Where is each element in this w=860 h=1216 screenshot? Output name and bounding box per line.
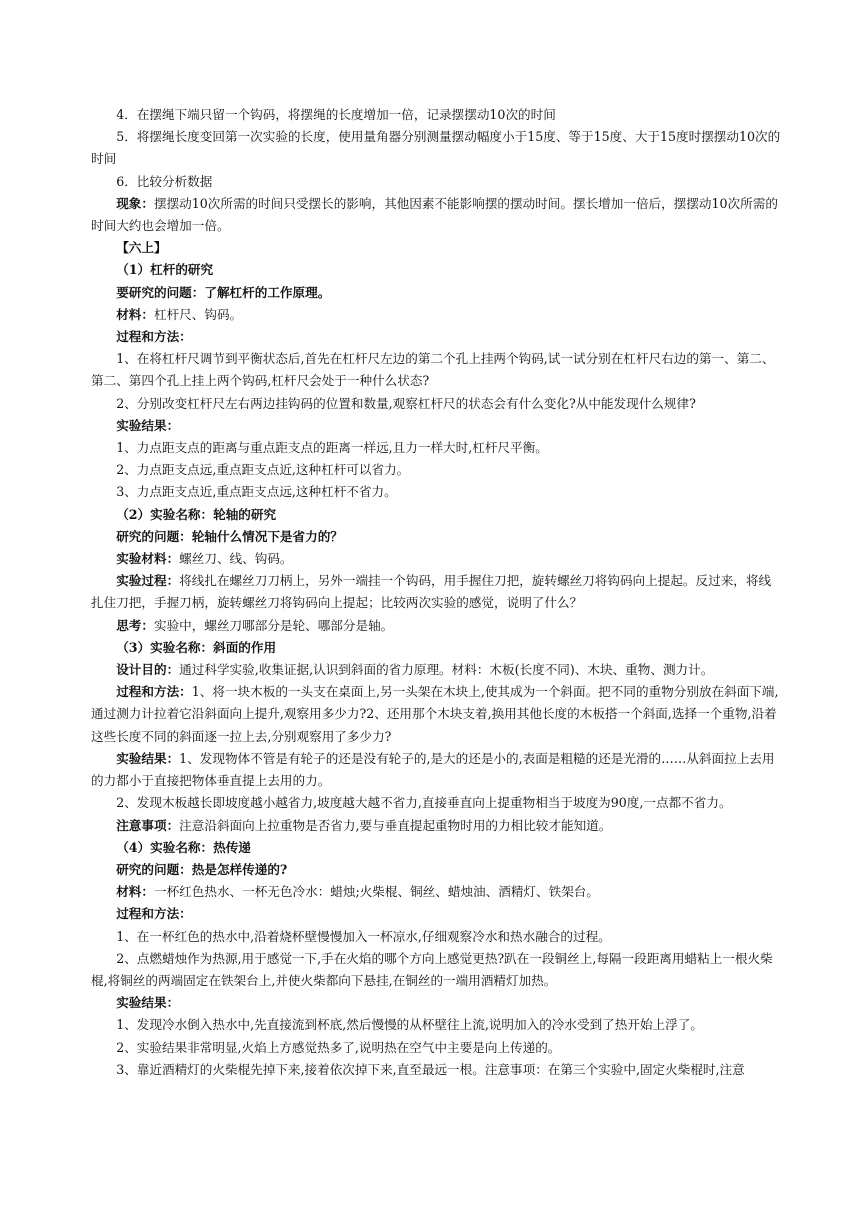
paragraph — [91, 259, 782, 281]
paragraph-text: 3、靠近酒精灯的火柴棍先掉下来,接着依次掉下来,直至最远一根。注意事项：在第三个实验中,固定火柴棍时,注意 — [116, 1061, 745, 1077]
paragraph — [91, 570, 782, 614]
paragraph — [91, 615, 782, 637]
paragraph-text: 1、在一杯红色的热水中,沿着烧杯壁慢慢加入一杯凉水,仔细观察冷水和热水融合的过程。 — [116, 928, 611, 944]
paragraph-text: 实验中，螺丝刀哪部分是轮、哪部分是轴。 — [153, 617, 394, 633]
paragraph-label: 【六上】 — [116, 240, 167, 256]
paragraph-label: 实验材料： — [116, 551, 180, 567]
paragraph-text: 5．将摆绳长度变回第一次实验的长度，使用量角器分别测量摆动幅度小于15度、等于15度、大于15度时摆摆动10次的时间 — [91, 129, 781, 167]
paragraph-label: 过程和方法： — [116, 906, 192, 922]
paragraph-text: 2、力点距支点远,重点距支点近,这种杠杆可以省力。 — [116, 462, 410, 478]
paragraph-text: 摆摆动10次所需的时间只受摆长的影响，其他因素不能影响摆的摆动时间。摆长增加一倍后，摆摆动10次所需的时间大约也会增加一倍。 — [91, 195, 778, 234]
paragraph-text: 2、发现木板越长即坡度越小越省力,坡度越大越不省力,直接垂直向上提重物相当于坡度为90度,一点都不省力。 — [116, 795, 732, 811]
paragraph-text: 1、在将杠杆尺调节到平衡状态后,首先在杠杆尺左边的第二个孔上挂两个钩码,试一试分别在杠杆尺右边的第一、第二、第二、第四个孔上挂上两个钩码,杠杆尺会处于一种什么状态? — [91, 351, 775, 389]
paragraph — [91, 459, 782, 481]
paragraph — [91, 926, 782, 948]
paragraph-label: 要研究的问题：了解杠杆的工作原理。 — [116, 284, 331, 300]
paragraph-text: 通过科学实验,收集证据,认识到斜面的省力原理。材料：木板(长度不同)、木块、重物、测力计。 — [179, 662, 714, 678]
paragraph — [91, 837, 782, 859]
paragraph — [91, 282, 782, 304]
paragraph — [91, 193, 782, 237]
paragraph-text: 注意沿斜面向上拉重物是否省力,要与垂直提起重物时用的力相比较才能知道。 — [179, 817, 612, 833]
paragraph — [91, 126, 782, 170]
paragraph — [91, 304, 782, 326]
paragraph — [91, 415, 782, 437]
paragraph-label: 实验结果： — [116, 995, 180, 1011]
paragraph-text: 4．在摆绳下端只留一个钩码，将摆绳的长度增加一倍，记录摆摆动10次的时间 — [116, 107, 556, 122]
paragraph-text: 2、实验结果非常明显,火焰上方感觉热多了,说明热在空气中主要是向上传递的。 — [116, 1039, 561, 1055]
paragraph-text: 1、将一块木板的一头支在桌面上,另一头架在木块上,使其成为一个斜面。把不同的重物分别放在斜面下端,通过测力计拉着它沿斜面向上提升,观察用多少力?2、还用那个木块支着,换用其他长度的木板搭一个斜面,选择一个重物,沿着这些长度不同的斜面逐一拉上去,分别观察用了多少力? — [91, 684, 779, 744]
paragraph — [91, 859, 782, 881]
paragraph-text: 将线扎在螺丝刀刀柄上，另外一端挂一个钩码，用手握住刀把，旋转螺丝刀将钩码向上提起。反过来，将线扎住刀把，手握刀柄，旋转螺丝刀将钩码向上提起；比较两次实验的感觉，说明了什么？ — [91, 573, 772, 611]
paragraph — [91, 104, 782, 126]
paragraph — [91, 1014, 782, 1036]
paragraph — [91, 815, 782, 837]
paragraph — [91, 526, 782, 548]
paragraph — [91, 1059, 782, 1081]
paragraph-label: 实验过程： — [116, 573, 180, 589]
paragraph-label: 过程和方法： — [116, 329, 192, 345]
paragraph-text: 螺丝刀、线、钩码。 — [179, 551, 293, 567]
paragraph-text: 1、发现物体不管是有轮子的还是没有轮子的,是大的还是小的,表面是粗糙的还是光滑的……从斜面拉上去用的力都小于直接把物体垂直提上去用的力。 — [91, 750, 775, 789]
paragraph-label: （4）实验名称：热传递 — [116, 839, 251, 855]
paragraph — [91, 748, 782, 792]
paragraph — [91, 326, 782, 348]
paragraph — [91, 992, 782, 1014]
paragraph-text: 6．比较分析数据 — [116, 173, 213, 189]
paragraph — [91, 237, 782, 259]
paragraph — [91, 481, 782, 503]
paragraph-label: 现象： — [116, 195, 154, 211]
paragraph — [91, 659, 782, 681]
paragraph — [91, 548, 782, 570]
paragraph — [91, 792, 782, 814]
paragraph-label: 思考： — [116, 617, 154, 633]
paragraph-label: （3）实验名称：斜面的作用 — [116, 639, 277, 655]
paragraph — [91, 1037, 782, 1059]
paragraph-text: 杠杆尺、钩码。 — [153, 306, 243, 322]
paragraph — [91, 393, 782, 415]
paragraph-label: 实验结果： — [116, 417, 180, 433]
paragraph — [91, 637, 782, 659]
paragraph-text: 1、力点距支点的距离与重点距支点的距离一样远,且力一样大时,杠杆尺平衡。 — [116, 440, 548, 456]
paragraph-label: 过程和方法： — [116, 684, 192, 700]
paragraph — [91, 348, 782, 392]
paragraph-text: 3、力点距支点近,重点距支点远,这种杠杆不省力。 — [116, 484, 397, 500]
paragraph-text: 2、分别改变杠杆尺左右两边挂钩码的位置和数量,观察杠杆尺的状态会有什么变化?从中能发现什么规律? — [116, 395, 696, 411]
paragraph-label: 研究的问题：热是怎样传递的? — [116, 861, 288, 877]
paragraph — [91, 948, 782, 992]
paragraph — [91, 504, 782, 526]
paragraph-text: 2、点燃蜡烛作为热源,用于感觉一下,手在火焰的哪个方向上感觉更热?趴在一段铜丝上,每隔一段距离用蜡粘上一根火柴棍,将铜丝的两端固定在铁架台上,并使火柴都向下悬挂,在铜丝的一端用酒精灯加热。 — [91, 950, 773, 988]
paragraph — [91, 881, 782, 903]
paragraph-label: 设计目的： — [116, 662, 180, 678]
paragraph-label: 研究的问题：轮轴什么情况下是省力的？ — [116, 528, 343, 544]
paragraph — [91, 681, 782, 748]
paragraph — [91, 171, 782, 193]
paragraph — [91, 437, 782, 459]
paragraph-text: 一杯红色热水、一杯无色冷水：蜡烛;火柴棍、铜丝、蜡烛油、酒精灯、铁架台。 — [153, 884, 599, 900]
paragraph-label: （2）实验名称：轮轴的研究 — [116, 506, 277, 522]
paragraph-label: （1）杠杆的研究 — [116, 262, 214, 278]
paragraph-label: 实验结果： — [116, 750, 180, 766]
paragraph-label: 材料： — [116, 884, 154, 900]
paragraph-label: 注意事项： — [116, 817, 180, 833]
paragraph — [91, 903, 782, 925]
paragraph-label: 材料： — [116, 306, 154, 322]
paragraph-text: 1、发现冷水倒入热水中,先直接流到杯底,然后慢慢的从杯壁往上流,说明加入的冷水受到了热开始上浮了。 — [116, 1017, 703, 1033]
